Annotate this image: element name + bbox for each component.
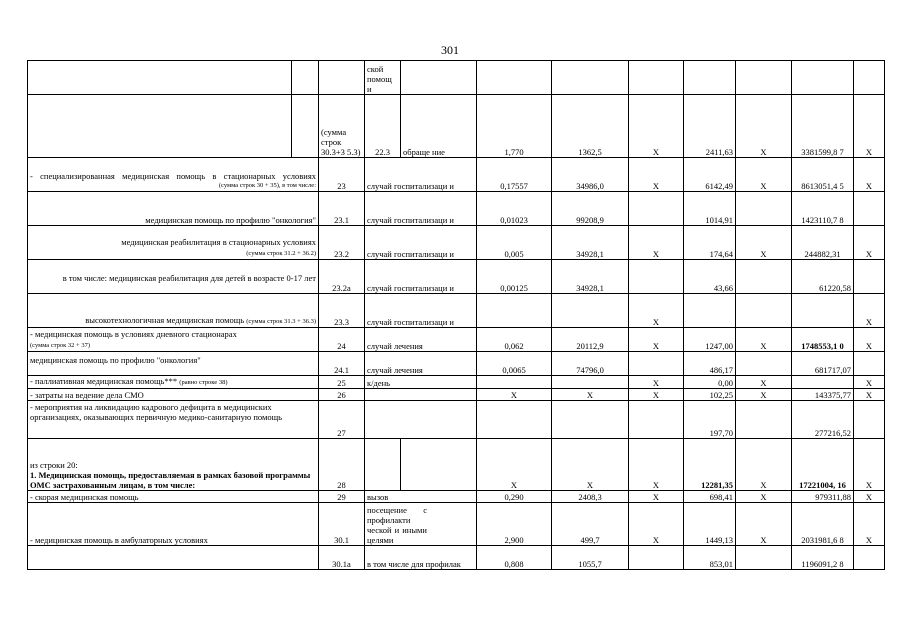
table-cell: (сумма строк 30.3+3 5.3) (319, 95, 365, 158)
table-cell (552, 401, 629, 439)
table-cell: 24 (319, 328, 365, 352)
table-cell: 0,062 (477, 328, 552, 352)
table-cell: X (854, 503, 885, 546)
row-unit: посещение с профилакти ческой и иными целями (367, 505, 427, 545)
row-sublabel: (сумма строк 32 + 37) (30, 342, 90, 349)
table-cell: X (629, 95, 684, 158)
table-cell: 22.3 (365, 95, 401, 158)
table-row (28, 546, 885, 570)
table-cell (477, 61, 552, 95)
table-cell (28, 226, 319, 260)
table-cell (365, 389, 477, 401)
table-cell (552, 376, 629, 389)
table-cell (28, 439, 319, 491)
table-cell: 979311,88 (792, 491, 854, 503)
table-cell (736, 546, 792, 570)
row-heading: 1. Медицинская помощь, предоставляемая в рамках базовой программы ОМС застрахованным лицам, в том числе: (30, 470, 311, 490)
table-cell (477, 401, 552, 439)
table-cell: 17221004, 16 (792, 439, 854, 491)
table-cell: 34928,1 (552, 226, 629, 260)
row-label: - медицинская помощь в условиях дневного стационарах (30, 329, 237, 339)
table-cell: X (629, 328, 684, 352)
table-cell: случай лечения (365, 352, 477, 376)
table-cell: случай госпитализаци и (365, 158, 477, 192)
table-cell: X (629, 491, 684, 503)
table-cell (736, 352, 792, 376)
table-cell: 34928,1 (552, 260, 629, 294)
table-cell (854, 260, 885, 294)
table-cell: вызов (365, 491, 477, 503)
table-cell (792, 61, 854, 95)
table-cell (28, 294, 319, 328)
table-cell: X (736, 95, 792, 158)
table-cell: 29 (319, 491, 365, 503)
table-cell: 486,17 (684, 352, 736, 376)
table-cell: X (854, 95, 885, 158)
table-cell: случай лечения (365, 328, 477, 352)
table-cell: 0,808 (477, 546, 552, 570)
table-cell: 43,66 (684, 260, 736, 294)
table-cell: X (629, 503, 684, 546)
table-cell: X (629, 439, 684, 491)
table-cell: 2411,63 (684, 95, 736, 158)
table-cell: X (477, 439, 552, 491)
table-cell: X (629, 294, 684, 328)
table-cell: 30.1 (319, 503, 365, 546)
table-cell: 99208,9 (552, 192, 629, 226)
table-cell: X (736, 226, 792, 260)
table-cell (552, 294, 629, 328)
table-cell (854, 352, 885, 376)
page-number: 301 (441, 43, 459, 57)
table-cell: 24.1 (319, 352, 365, 376)
table-cell (684, 294, 736, 328)
table-cell: X (552, 389, 629, 401)
table-cell: X (854, 376, 885, 389)
table-cell: 1449,13 (684, 503, 736, 546)
table-cell: X (736, 328, 792, 352)
table-cell: X (736, 389, 792, 401)
table-cell (736, 61, 792, 95)
table-cell: X (629, 389, 684, 401)
table-cell: 12281,35 (684, 439, 736, 491)
table-cell: 34986,0 (552, 158, 629, 192)
table-cell: 0,290 (477, 491, 552, 503)
table-cell: X (854, 491, 885, 503)
table-cell: 1,770 (477, 95, 552, 158)
table-cell: 1247,00 (684, 328, 736, 352)
table-cell (854, 546, 885, 570)
table-cell (365, 503, 477, 546)
table-row (28, 491, 885, 503)
table-cell: случай госпитализаци и (365, 260, 477, 294)
table-cell: 6142,49 (684, 158, 736, 192)
table-cell (28, 352, 319, 376)
table-cell (629, 192, 684, 226)
table-cell (792, 294, 854, 328)
table-row (28, 389, 885, 401)
table-cell: 0,005 (477, 226, 552, 260)
table-row (28, 158, 885, 192)
table-cell: 1196091,2 8 (792, 546, 854, 570)
table-cell (629, 260, 684, 294)
table-cell: 28 (319, 439, 365, 491)
table-cell (629, 352, 684, 376)
table-cell (792, 376, 854, 389)
table-cell (28, 158, 319, 192)
table-cell: X (629, 226, 684, 260)
table-cell: обраще ние (401, 95, 477, 158)
row-sublabel: (сумма строк 31.2 + 36.2) (246, 250, 316, 257)
table-cell (854, 192, 885, 226)
table-cell: 102,25 (684, 389, 736, 401)
table-cell (292, 95, 319, 158)
table-row (28, 226, 885, 260)
table-cell: 8613051,4 5 (792, 158, 854, 192)
table-cell: 277216,52 (792, 401, 854, 439)
table-cell: случай госпитализаци и (365, 294, 477, 328)
row-label: - паллиативная медицинская помощь*** (30, 376, 178, 386)
table-row (28, 192, 885, 226)
table-row (28, 503, 885, 546)
table-cell (629, 401, 684, 439)
row-sublabel: (сумма строк 30 + 35), в том числе: (218, 182, 316, 189)
table-cell: 1423110,7 8 (792, 192, 854, 226)
table-cell: - медицинская помощь в амбулаторных условиях (28, 503, 319, 546)
table-row (28, 260, 885, 294)
row-label: медицинская помощь по профилю "онкология" (30, 355, 201, 365)
table-cell: 143375,77 (792, 389, 854, 401)
table-cell: 197,70 (684, 401, 736, 439)
table-cell: 1748553,1 0 (792, 328, 854, 352)
table-cell: X (854, 439, 885, 491)
table-cell: 1014,91 (684, 192, 736, 226)
row-label: высокотехнологичная медицинская помощь (85, 315, 245, 325)
table-cell: 499,7 (552, 503, 629, 546)
table-cell: 2,900 (477, 503, 552, 546)
table-cell: в том числе для профилак (365, 546, 477, 570)
table-cell: 0,17557 (477, 158, 552, 192)
table-cell: 174,64 (684, 226, 736, 260)
table-cell: 1055,7 (552, 546, 629, 570)
table-cell: X (854, 389, 885, 401)
table-cell: 26 (319, 389, 365, 401)
table-cell: 2031981,6 8 (792, 503, 854, 546)
table-cell: 27 (319, 401, 365, 439)
table-cell: 3381599,8 7 (792, 95, 854, 158)
table-row (28, 61, 885, 95)
tariff-table (27, 60, 885, 570)
table-cell (28, 376, 319, 389)
row-label: в том числе: медицинская реабилитация для детей в возрасте 0-17 лет (62, 273, 316, 283)
table-cell: 1362,5 (552, 95, 629, 158)
table-row (28, 401, 885, 439)
table-cell: - скорая медицинская помощь (28, 491, 319, 503)
table-cell (736, 260, 792, 294)
table-cell: ской помощ и (365, 61, 401, 95)
table-cell (629, 546, 684, 570)
table-cell: 23.2a (319, 260, 365, 294)
table-cell: 20112,9 (552, 328, 629, 352)
table-cell: 23 (319, 158, 365, 192)
row-label: - специализированная медицинская помощь в стационарных условиях (30, 171, 316, 181)
table-cell (854, 401, 885, 439)
table-row (28, 328, 885, 352)
table-row (28, 376, 885, 389)
table-cell: 0,01023 (477, 192, 552, 226)
table-cell: X (736, 491, 792, 503)
table-cell (684, 61, 736, 95)
table-cell: X (736, 158, 792, 192)
row-sublabel: (равно строке 38) (179, 379, 228, 386)
table-cell (629, 61, 684, 95)
table-row (28, 294, 885, 328)
table-cell (292, 61, 319, 95)
table-cell (319, 61, 365, 95)
table-cell: к/день (365, 376, 477, 389)
table-cell (28, 95, 292, 158)
table-cell: X (477, 389, 552, 401)
table-row (28, 352, 885, 376)
table-row (28, 95, 885, 158)
table-cell (401, 61, 477, 95)
table-cell: X (736, 376, 792, 389)
table-cell: 23.3 (319, 294, 365, 328)
table-cell (736, 192, 792, 226)
table-cell: X (854, 328, 885, 352)
table-cell: 698,41 (684, 491, 736, 503)
table-cell: X (552, 439, 629, 491)
table-cell: X (854, 294, 885, 328)
table-cell: X (629, 376, 684, 389)
row-label: медицинская реабилитация в стационарных условиях (121, 237, 316, 247)
table-cell (28, 546, 319, 570)
table-cell (736, 294, 792, 328)
table-cell (365, 439, 401, 491)
table-cell (365, 401, 477, 439)
table-cell: 23.2 (319, 226, 365, 260)
table-cell: 61220,58 (792, 260, 854, 294)
table-cell (854, 61, 885, 95)
table-cell: X (736, 439, 792, 491)
table-cell (28, 328, 319, 352)
table-cell (552, 61, 629, 95)
table-cell: 23.1 (319, 192, 365, 226)
table-cell: 0,00125 (477, 260, 552, 294)
table-cell: 853,01 (684, 546, 736, 570)
table-cell: X (854, 158, 885, 192)
table-cell: 25 (319, 376, 365, 389)
table-cell: случай госпитализаци и (365, 192, 477, 226)
table-cell: медицинская помощь по профилю "онкология" (28, 192, 319, 226)
table-cell: 0,0065 (477, 352, 552, 376)
table-cell: X (629, 158, 684, 192)
table-cell (736, 401, 792, 439)
table-cell: 74796,0 (552, 352, 629, 376)
table-cell: 244882,31 (792, 226, 854, 260)
table-cell (28, 61, 292, 95)
table-cell (28, 260, 319, 294)
table-cell: X (854, 226, 885, 260)
row-label: из строки 20: (30, 460, 78, 470)
table-cell (477, 294, 552, 328)
table-cell: случай госпитализаци и (365, 226, 477, 260)
row-sublabel: (сумма строк 31.3 + 36.3) (246, 318, 316, 325)
table-cell: 681717,07 (792, 352, 854, 376)
table-cell: 0,00 (684, 376, 736, 389)
table-cell: - мероприятия на ликвидацию кадрового дефицита в медицинских организациях, оказывающих первичную медико-санитарную помощь (28, 401, 319, 439)
table-cell: 2408,3 (552, 491, 629, 503)
table-cell (477, 376, 552, 389)
table-row (28, 439, 885, 491)
table-cell: 30.1a (319, 546, 365, 570)
table-cell (401, 439, 477, 491)
table-cell: X (736, 503, 792, 546)
table-cell: - затраты на ведение дела СМО (28, 389, 319, 401)
